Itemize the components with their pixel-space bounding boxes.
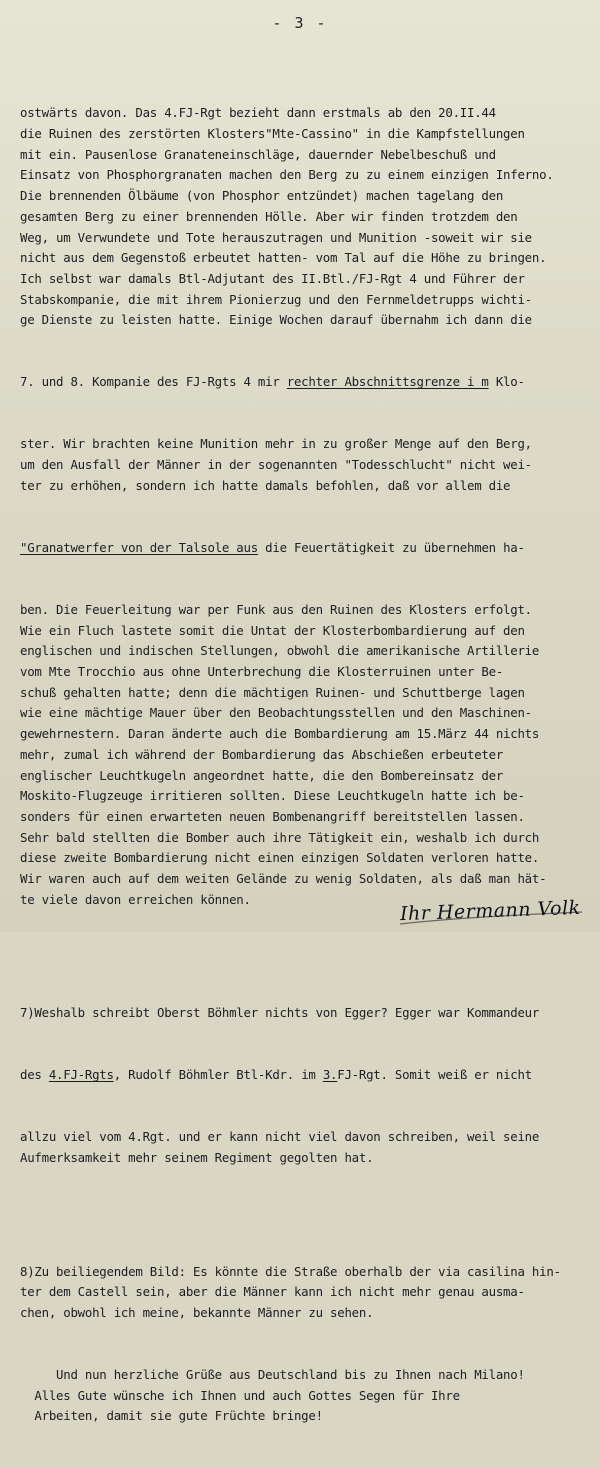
- item-7-line: des 4.FJ-Rgts, Rudolf Böhmler Btl-Kdr. im 3.FJ-Rgt. Somit weiß er nicht: [20, 1067, 532, 1083]
- item-8: [20, 1262, 580, 1324]
- item-7-rest: [20, 1127, 580, 1168]
- underlined-phrase: 3.: [322, 1067, 338, 1083]
- text-line: ge Dienste zu leisten hatte. Einige Wochen darauf übernahm ich dann die: [20, 312, 532, 328]
- text-line: Weg, um Verwundete und Tote herauszutragen und Munition -soweit wir sie: [20, 229, 532, 245]
- text-line: Stabskompanie, die mit ihrem Pionierzug und den Fernmeldetrupps wichti-: [20, 291, 532, 307]
- text-line: 7. und 8. Kompanie des FJ-Rgts 4 mir rechter Abschnittsgrenze i m Klo-: [20, 374, 525, 390]
- item-7-line: Aufmerksamkeit mehr seinem Regiment gegolten hat.: [20, 1150, 374, 1166]
- text-line: vom Mte Trocchio aus ohne Unterbrechung die Klosterruinen unter Be-: [20, 664, 504, 680]
- letter-body: [20, 62, 580, 1468]
- page-number: - 3 -: [272, 14, 328, 32]
- text-line: diese zweite Bombardierung nicht einen einzigen Soldaten verloren hatte.: [20, 850, 540, 866]
- text-line: ter zu erhöhen, sondern ich hatte damals befohlen, daß vor allem die: [20, 477, 511, 493]
- signature: Ihr Hermann Volk: [399, 896, 581, 926]
- closing: [20, 1365, 580, 1427]
- item-8-line: 8)Zu beiliegendem Bild: Es könnte die Straße oberhalb der via casilina hin-: [20, 1263, 561, 1279]
- paragraph-1c: [20, 600, 580, 910]
- underlined-phrase: "Granatwerfer von der Talsole aus: [20, 539, 258, 555]
- paragraph-1: [20, 103, 580, 331]
- text-line: englischer Leuchtkugeln angeordnet hatte, die den Bombereinsatz der: [20, 767, 504, 783]
- text-line: "Granatwerfer von der Talsole aus die Feuertätigkeit zu übernehmen ha-: [20, 539, 525, 555]
- text-line: sonders für einen erwarteten neuen Bombenangriff bereitstellen lassen.: [20, 808, 525, 824]
- text-line: Wie ein Fluch lastete somit die Untat der Klosterbombardierung auf den: [20, 622, 525, 638]
- item-8-line: ter dem Castell sein, aber die Männer kann ich nicht mehr genau ausma-: [20, 1284, 525, 1300]
- text-line: um den Ausfall der Männer in der sogenannten "Todesschlucht" nicht wei-: [20, 457, 532, 473]
- item-8-line: chen, obwohl ich meine, bekannte Männer zu sehen.: [20, 1304, 374, 1320]
- text-line: Moskito-Flugzeuge irritieren sollten. Diese Leuchtkugeln hatte ich be-: [20, 788, 525, 804]
- text-line: mit ein. Pausenlose Granateneinschläge, dauernder Nebelbeschuß und: [20, 146, 496, 162]
- text-line: te viele davon erreichen können.: [20, 891, 251, 907]
- text-line: mehr, zumal ich während der Bombardierung das Abschießen erbeuteter: [20, 746, 504, 762]
- text-line: Einsatz von Phosphorgranaten machen den Berg zu zu einem einzigen Inferno.: [20, 167, 554, 183]
- text-line: schuß gehalten hatte; denn die mächtigen Ruinen- und Schuttberge lagen: [20, 684, 525, 700]
- text-line: ostwärts davon. Das 4.FJ-Rgt bezieht dann erstmals ab den 20.II.44: [20, 105, 496, 121]
- text-line: Wir waren auch auf dem weiten Gelände zu wenig Soldaten, als daß man hät-: [20, 870, 547, 886]
- text-line: Die brennenden Ölbäume (von Phosphor entzündet) machen tagelang den: [20, 188, 504, 204]
- text-line: die Ruinen des zerstörten Klosters"Mte-Cassino" in die Kampfstellungen: [20, 126, 525, 142]
- text-line: Ich selbst war damals Btl-Adjutant des II.Btl./FJ-Rgt 4 und Führer der: [20, 270, 525, 286]
- text-line: ster. Wir brachten keine Munition mehr in zu großer Menge auf den Berg,: [20, 436, 532, 452]
- text-line: ben. Die Feuerleitung war per Funk aus den Ruinen des Klosters erfolgt.: [20, 602, 532, 618]
- text-line: gewehrnestern. Daran änderte auch die Bombardierung am 15.März 44 nichts: [20, 726, 540, 742]
- underlined-phrase: rechter Abschnittsgrenze i m: [286, 374, 489, 390]
- closing-line: Alles Gute wünsche ich Ihnen und auch Gottes Segen für Ihre: [20, 1387, 460, 1403]
- item-7-line: allzu viel vom 4.Rgt. und er kann nicht viel davon schreiben, weil seine: [20, 1129, 540, 1145]
- text-line: gesamten Berg zu einer brennenden Hölle. Aber wir finden trotzdem den: [20, 208, 518, 224]
- text-line: englischen und indischen Stellungen, obwohl die amerikanische Artillerie: [20, 643, 540, 659]
- paragraph-1b: [20, 434, 580, 496]
- text-line: nicht aus dem Gegenstoß erbeutet hatten- vom Tal auf die Höhe zu bringen.: [20, 250, 547, 266]
- item-7-line: 7)Weshalb schreibt Oberst Böhmler nichts von Egger? Egger war Kommandeur: [20, 1005, 540, 1021]
- closing-line: Und nun herzliche Grüße aus Deutschland bis zu Ihnen nach Milano!: [20, 1367, 525, 1382]
- text-line: Sehr bald stellten die Bomber auch ihre Tätigkeit ein, weshalb ich durch: [20, 829, 540, 845]
- text-line: wie eine mächtige Mauer über den Beobachtungsstellen und den Maschinen-: [20, 705, 532, 721]
- underlined-phrase: 4.FJ-Rgts: [48, 1067, 114, 1083]
- closing-line: Arbeiten, damit sie gute Früchte bringe!: [20, 1408, 323, 1424]
